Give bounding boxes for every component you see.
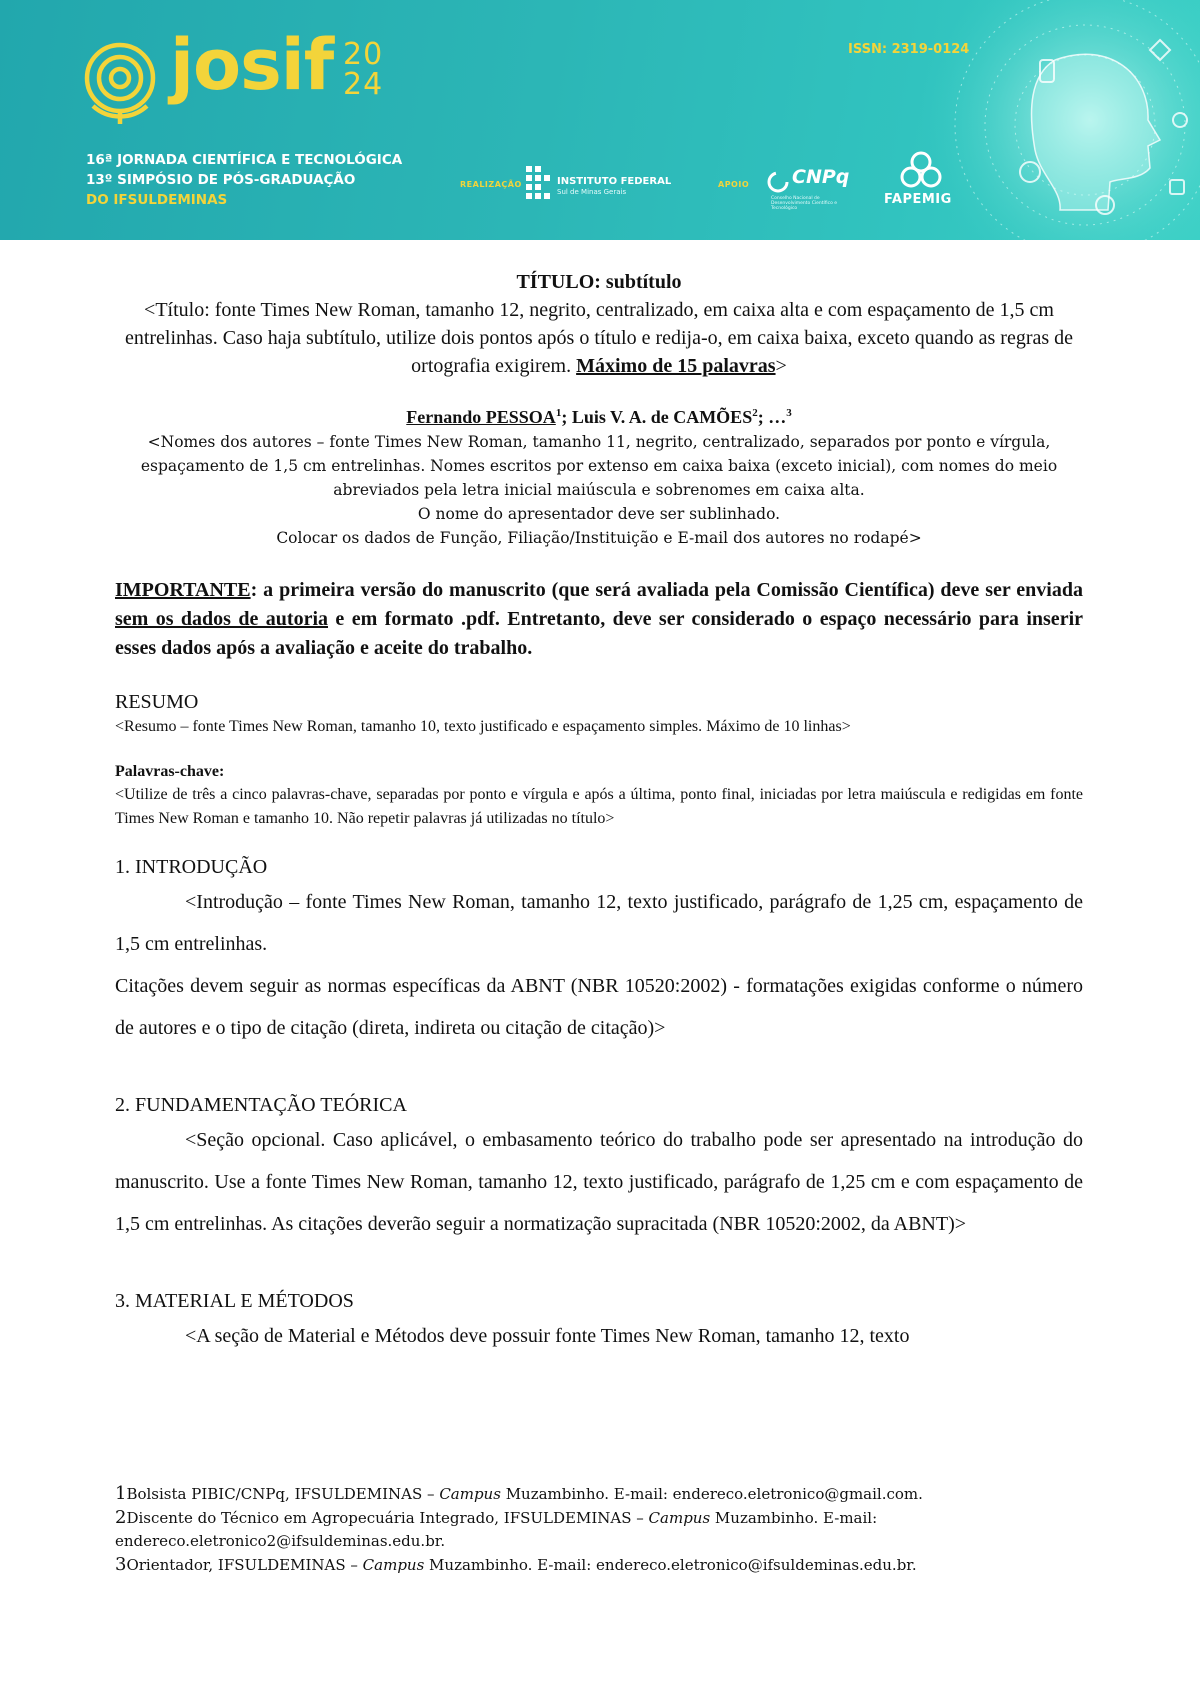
author-sep-1: ; — [561, 407, 572, 427]
cnpq-name: CNPq — [792, 166, 850, 188]
event-line-1: 16ª JORNADA CIENTÍFICA E TECNOLÓGICA — [86, 152, 403, 168]
cnpq-logo-icon — [766, 170, 790, 194]
author-instructions-1: <Nomes dos autores – fonte Times New Roman, tamanho 11, negrito, centralizado, separados por ponto e vírgula, espaçamento de 1,5 cm entrelinhas. Nomes escritos por extenso em caixa baixa (exceto inicial), com nomes do meio abreviados pela letra inicial maiúscula e sobrenomes em caixa alta. — [140, 433, 1058, 499]
issn-label: ISSN: 2319-0124 — [848, 42, 970, 57]
title-instructions — [115, 296, 1083, 380]
important-notice — [115, 576, 1083, 663]
author-2-ref: 2 — [752, 407, 758, 419]
title-note-end: > — [775, 355, 787, 377]
section-3-heading: 3. MATERIAL E MÉTODOS — [115, 1290, 354, 1312]
cnpq-subtitle: Conselho Nacional de Desenvolvimento Científico e Tecnológico — [771, 196, 838, 211]
footnote-2-number: 2 — [115, 1507, 127, 1528]
author-2: Luis V. A. de CAMÕES — [571, 407, 753, 427]
section-3-paragraph-1: <A seção de Material e Métodos deve possuir fonte Times New Roman, tamanho 12, texto — [185, 1325, 910, 1347]
brand-year-bottom: 24 — [343, 67, 384, 102]
author-1: Fernando PESSOA — [406, 407, 556, 427]
footnote-2 — [115, 1506, 1083, 1553]
apoio-label: APOIO — [718, 180, 750, 189]
important-text-2: e em formato .pdf. Entretanto, deve ser considerado o espaço necessário para inserir esses dados após a avaliação e aceite do trabalho. — [115, 608, 1083, 659]
realizacao-label: REALIZAÇÃO — [460, 180, 522, 189]
author-instructions-3: Colocar os dados de Função, Filiação/Instituição e E-mail dos autores no rodapé> — [276, 529, 922, 547]
footnote-3-campus: Campus — [362, 1556, 425, 1574]
section-1-paragraph-2: Citações devem seguir as normas específicas da ABNT (NBR 10520:2002) - formatações exigidas conforme o número de autores e o tipo de citação (direta, indireta ou citação de citação)> — [115, 975, 1083, 1039]
fapemig-name: FAPEMIG — [884, 192, 952, 207]
important-underlined: sem os dados de autoria — [115, 608, 329, 630]
brand-year — [343, 37, 384, 102]
page-title: TÍTULO: subtítulo — [516, 271, 682, 293]
footnote-3-text-a: Orientador, IFSULDEMINAS – — [126, 1556, 363, 1574]
event-line-3: DO IFSULDEMINAS — [86, 192, 228, 208]
footnotes — [115, 1482, 1083, 1577]
footnote-2-text-b: Muzambinho. E-mail: endereco.eletronico2@ifsuldeminas.edu.br. — [115, 1509, 878, 1550]
section-2-paragraph-1: <Seção opcional. Caso aplicável, o embasamento teórico do trabalho pode ser apresentado na introdução do manuscrito. Use a fonte Times New Roman, tamanho 12, texto justificado, parágrafo de 1,25 cm e com espaçamento de 1,5 cm entrelinhas. As citações deverão seguir a normatização supracitada (NBR 10520:2002, da ABNT)> — [115, 1129, 1083, 1235]
keywords-instructions: <Utilize de três a cinco palavras-chave, separadas por ponto e vírgula e após a última, ponto final, iniciadas por letra maiúscula e redigidas em fonte Times New Roman e tamanho 10. Não repetir palavras já utilizadas no título> — [115, 786, 1083, 827]
event-line-2: 13º SIMPÓSIO DE PÓS-GRADUAÇÃO — [86, 172, 356, 188]
resumo-heading: RESUMO — [115, 691, 199, 713]
keywords-heading: Palavras-chave: — [115, 763, 225, 780]
brand-year-top: 20 — [343, 37, 384, 72]
brand-name: josif — [170, 24, 334, 106]
footnote-1 — [115, 1482, 1083, 1506]
footnote-2-campus: Campus — [648, 1509, 711, 1527]
footnote-1-text-a: Bolsista PIBIC/CNPq, IFSULDEMINAS – — [126, 1485, 440, 1503]
author-3-ref: 3 — [786, 407, 792, 419]
author-list — [115, 400, 1083, 430]
footnote-2-text-a: Discente do Técnico em Agropecuária Integrado, IFSULDEMINAS – — [126, 1509, 649, 1527]
footnote-3-text-b: Muzambinho. E-mail: endereco.eletronico@ifsuldeminas.edu.br. — [424, 1556, 917, 1574]
header-banner — [0, 0, 1200, 240]
footnote-3 — [115, 1553, 1083, 1577]
section-1-heading: 1. INTRODUÇÃO — [115, 856, 268, 878]
fapemig-logo-icon — [898, 150, 944, 192]
section-2-heading: 2. FUNDAMENTAÇÃO TEÓRICA — [115, 1094, 407, 1116]
instituto-federal-logo-icon — [526, 166, 552, 202]
important-text-1: : a primeira versão do manuscrito (que será avaliada pela Comissão Científica) deve ser enviada — [250, 579, 1083, 601]
footnote-1-text-b: Muzambinho. E-mail: endereco.eletronico@gmail.com. — [500, 1485, 923, 1503]
if-name: INSTITUTO FEDERAL — [557, 176, 672, 187]
title-note-text: <Título: fonte Times New Roman, tamanho 12, negrito, centralizado, em caixa alta e com espaçamento de 1,5 cm entrelinhas. Caso haja subtítulo, utilize dois pontos após o título e redija-o, em caixa baixa, exceto quando as regras de ortografia exigirem. — [124, 299, 1074, 377]
author-1-ref: 1 — [555, 407, 562, 419]
footnote-1-number: 1 — [115, 1483, 127, 1504]
manuscript-template — [115, 268, 1083, 1357]
author-sep-2: ; … — [757, 407, 787, 427]
section-1-paragraph-1: <Introdução – fonte Times New Roman, tamanho 12, texto justificado, parágrafo de 1,25 cm, espaçamento de 1,5 cm entrelinhas. — [115, 891, 1083, 955]
footnote-3-number: 3 — [115, 1554, 127, 1575]
footnote-1-campus: Campus — [439, 1485, 501, 1503]
title-note-max-words: Máximo de 15 palavras — [576, 355, 776, 377]
event-title — [86, 150, 402, 210]
josif-globe-logo — [80, 38, 170, 128]
important-lead: IMPORTANTE — [115, 579, 251, 601]
resumo-instructions: <Resumo – fonte Times New Roman, tamanho 10, texto justificado e espaçamento simples. Máximo de 10 linhas> — [115, 718, 851, 735]
author-instructions-2: O nome do apresentador deve ser sublinhado. — [417, 505, 781, 523]
if-subtitle: Sul de Minas Gerais — [557, 188, 627, 196]
